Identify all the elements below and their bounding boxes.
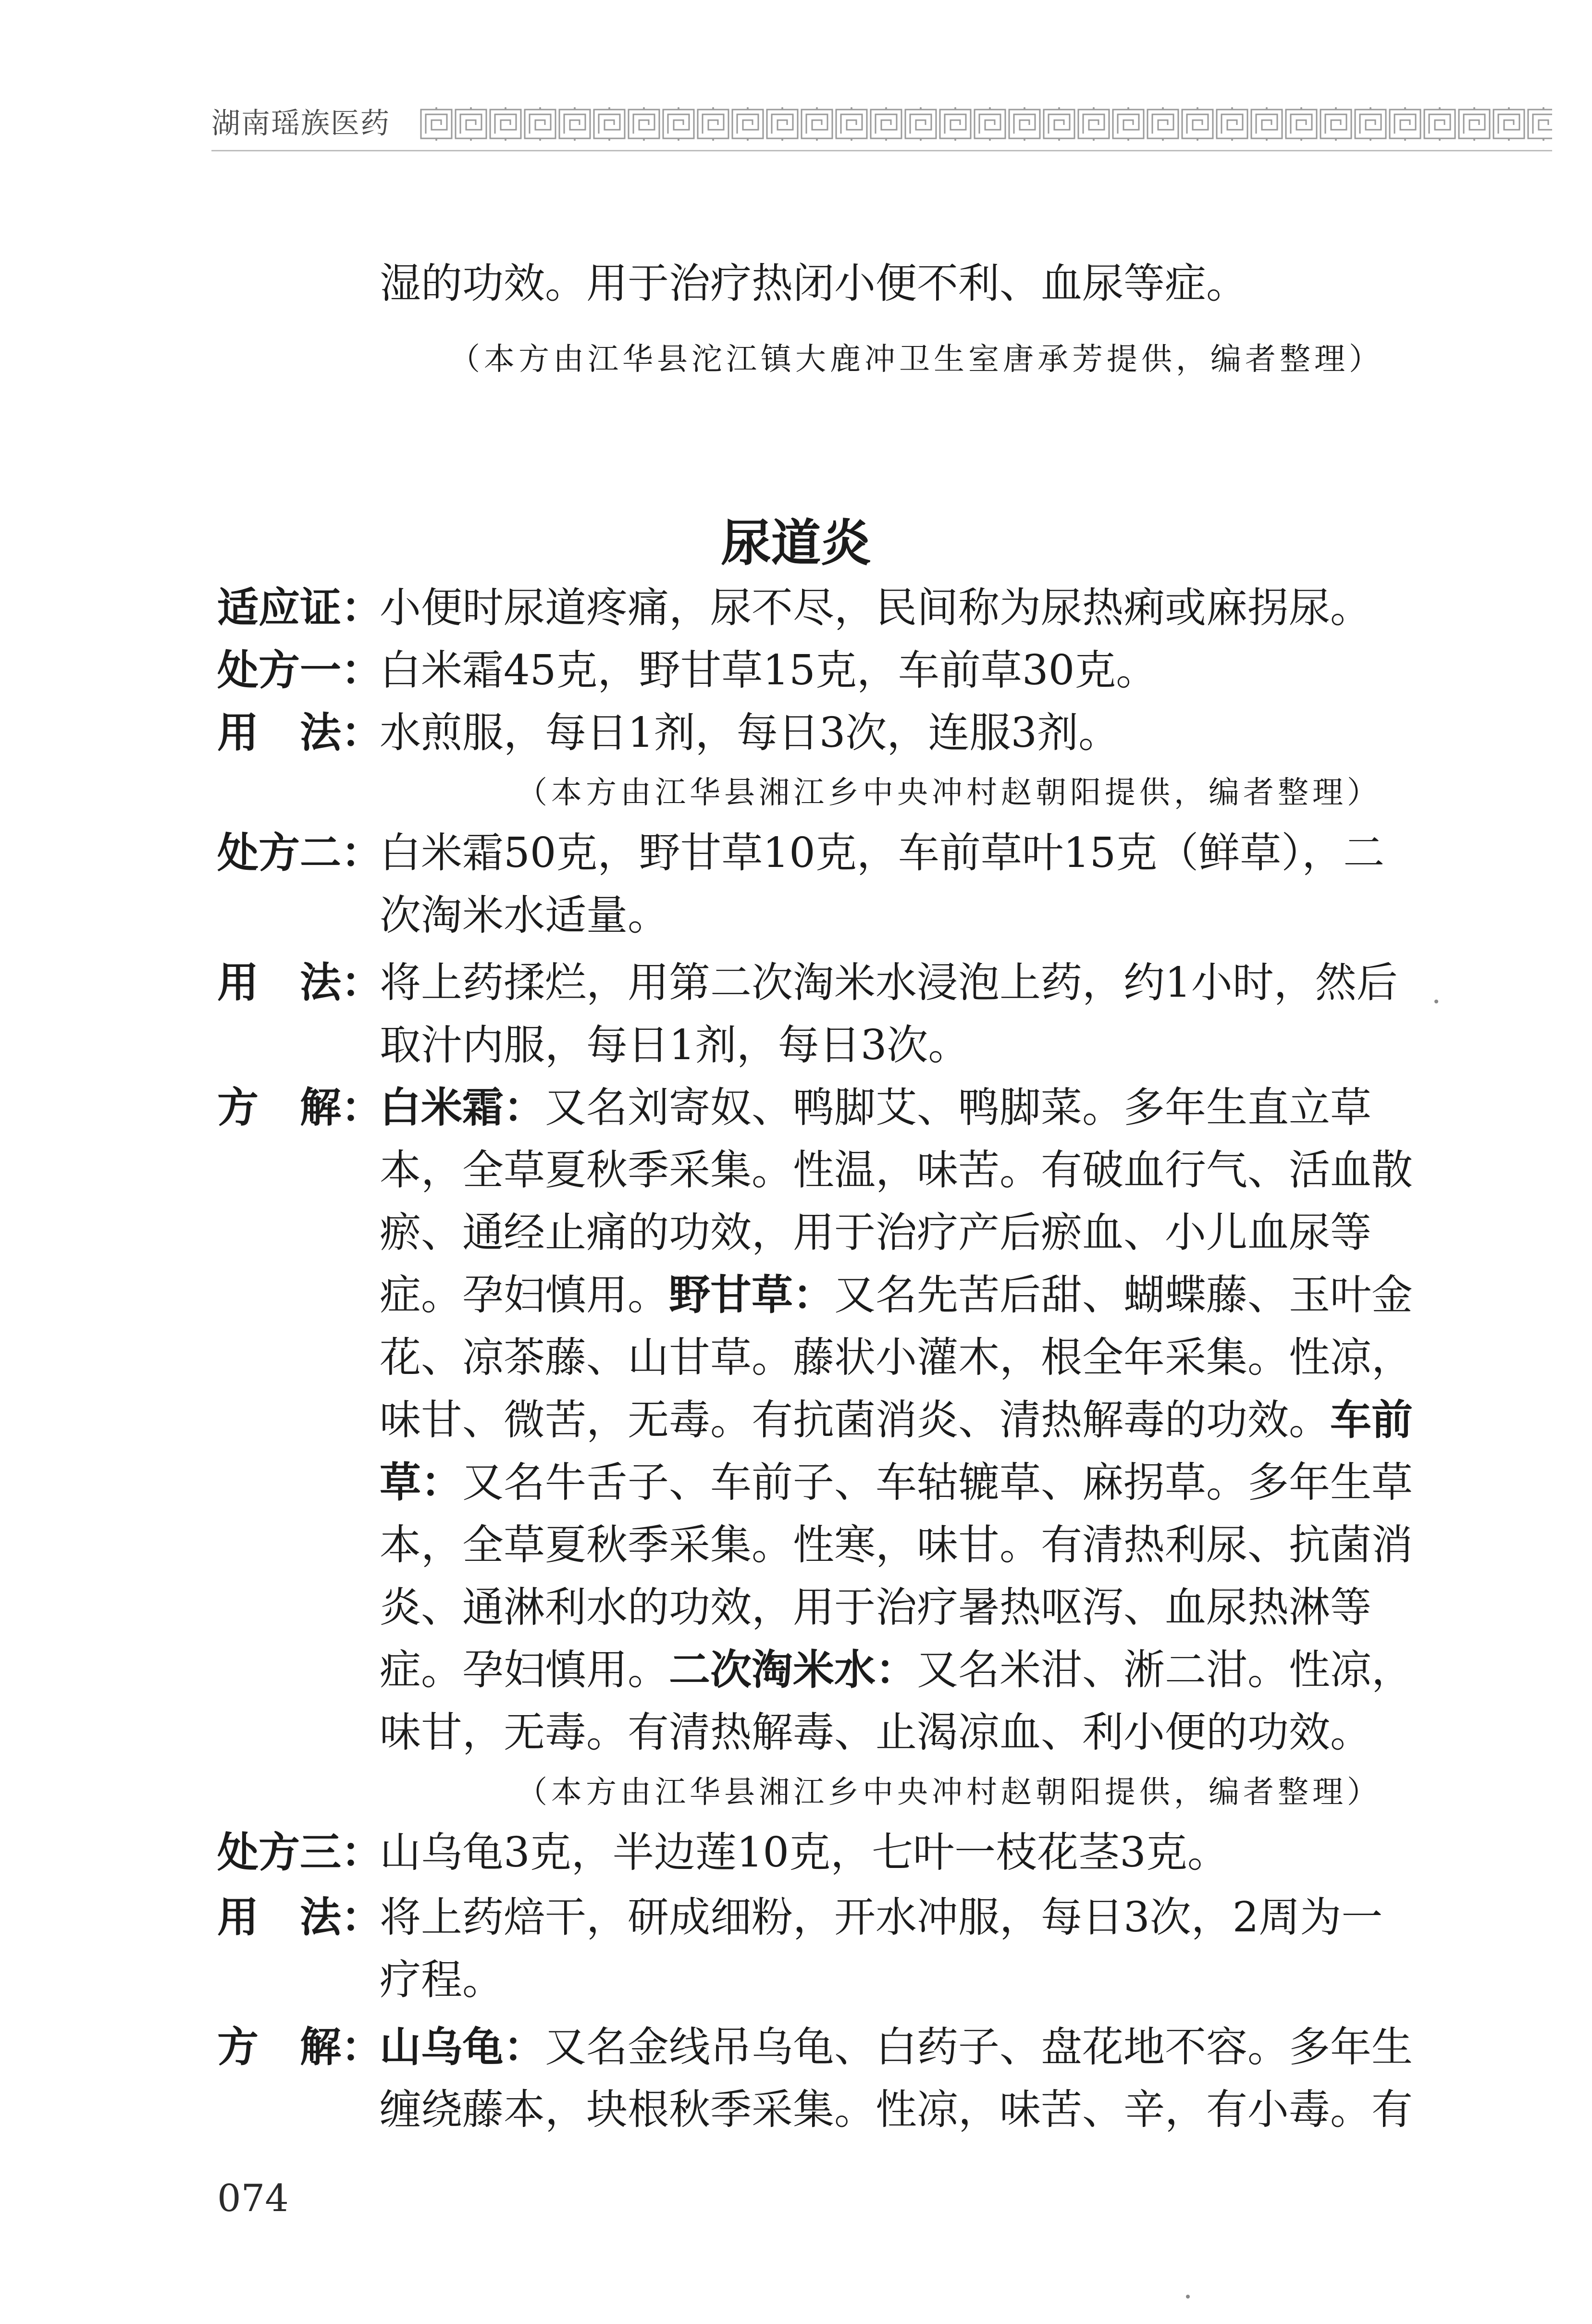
rx1-label: 处方一： (217, 646, 383, 694)
rx2-label: 处方二： (217, 829, 383, 877)
rx3-usage-label: 用 法： (217, 1893, 383, 1941)
explain-line: 味甘，无毒。有清热解毒、止渴凉血、利小便的功效。 (380, 1708, 1371, 1756)
section-title: 尿道炎 (721, 513, 871, 572)
rx2-source-note: （本方由江华县湘江乡中央冲村赵朝阳提供，编者整理） (517, 1775, 1382, 1810)
explain-line: 花、凉茶藤、山甘草。藤状小灌木，根全年采集。性凉， (380, 1334, 1413, 1382)
rx1-usage: 水煎服，每日1剂，每日3次，连服3剂。 (380, 709, 1120, 757)
rx3-explain-label: 方 解： (217, 2023, 383, 2071)
explain-line: 症。孕妇慎用。二次淘米水：又名米泔、淅二泔。性凉， (380, 1646, 1413, 1694)
rx1-usage-label: 用 法： (217, 709, 383, 757)
herb-term: 白米霜： (380, 1084, 545, 1132)
rx3-usage-line: 将上药焙干，研成细粉，开水冲服，每日3次，2周为一 (380, 1893, 1383, 1941)
rx2-usage-label: 用 法： (217, 959, 383, 1007)
book-title: 湖南瑶族医药 (211, 107, 390, 140)
explain-line: 草：又名牛舌子、车前子、车轱辘草、麻拐草。多年生草 (380, 1459, 1413, 1507)
rx2-explain-label: 方 解： (217, 1084, 383, 1132)
scan-speck (1434, 1000, 1438, 1003)
explain-line: 症。孕妇慎用。野甘草：又名先苦后甜、蝴蝶藤、玉叶金 (380, 1271, 1413, 1319)
rx3-label: 处方三： (217, 1829, 383, 1877)
header-divider (211, 150, 1552, 151)
running-header (211, 102, 1552, 145)
explain-line: 本，全草夏秋季采集。性温，味苦。有破血行气、活血散 (380, 1146, 1413, 1194)
rx1-text: 白米霜45克，野甘草15克，车前草30克。 (380, 646, 1158, 694)
rx3-usage-line: 疗程。 (380, 1956, 504, 2004)
paragraph-continuation: 湿的功效。用于治疗热闭小便不利、血尿等症。 (380, 260, 1247, 308)
explain-line: 缠绕藤本，块根秋季采集。性凉，味苦、辛，有小毒。有 (380, 2086, 1413, 2134)
rx3-text: 山乌龟3克，半边莲10克，七叶一枝花茎3克。 (380, 1829, 1229, 1877)
indication-text: 小便时尿道疼痛，尿不尽，民间称为尿热痢或麻拐尿。 (380, 584, 1371, 632)
indication-label: 适应证： (217, 584, 383, 632)
explain-line: 炎、通淋利水的功效，用于治疗暑热呕泻、血尿热淋等 (380, 1583, 1371, 1632)
herb-term: 山乌龟： (380, 2023, 545, 2071)
herb-term: 野甘草： (669, 1271, 834, 1319)
explain-line: 山乌龟：又名金线吊乌龟、白药子、盘花地不容。多年生 (380, 2023, 1413, 2071)
rx2-usage-line: 将上药揉烂，用第二次淘米水浸泡上药，约1小时，然后 (380, 959, 1398, 1007)
rx2-text-line: 次淘米水适量。 (380, 891, 669, 939)
rx2-text-line: 白米霜50克，野甘草10克，车前草叶15克（鲜草），二 (380, 829, 1385, 877)
page-number: 074 (217, 2177, 289, 2220)
explain-line: 瘀、通经止痛的功效，用于治疗产后瘀血、小儿血尿等 (380, 1209, 1371, 1257)
decorative-pattern-band (419, 107, 1552, 141)
source-note: （本方由江华县沱江镇大鹿冲卫生室唐承芳提供，编者整理） (449, 342, 1383, 377)
rx1-source-note: （本方由江华县湘江乡中央冲村赵朝阳提供，编者整理） (517, 775, 1382, 811)
herb-term: 草： (380, 1459, 462, 1507)
explain-line: 白米霜：又名刘寄奴、鸭脚艾、鸭脚菜。多年生直立草 (380, 1084, 1371, 1132)
explain-line: 味甘、微苦，无毒。有抗菌消炎、清热解毒的功效。车前 (380, 1396, 1413, 1444)
herb-term: 二次淘米水： (669, 1646, 917, 1694)
herb-term: 车前 (1330, 1396, 1413, 1444)
rx2-usage-line: 取汁内服，每日1剂，每日3次。 (380, 1021, 970, 1069)
scan-speck (1186, 2295, 1190, 2299)
explain-line: 本，全草夏秋季采集。性寒，味甘。有清热利尿、抗菌消 (380, 1521, 1413, 1569)
